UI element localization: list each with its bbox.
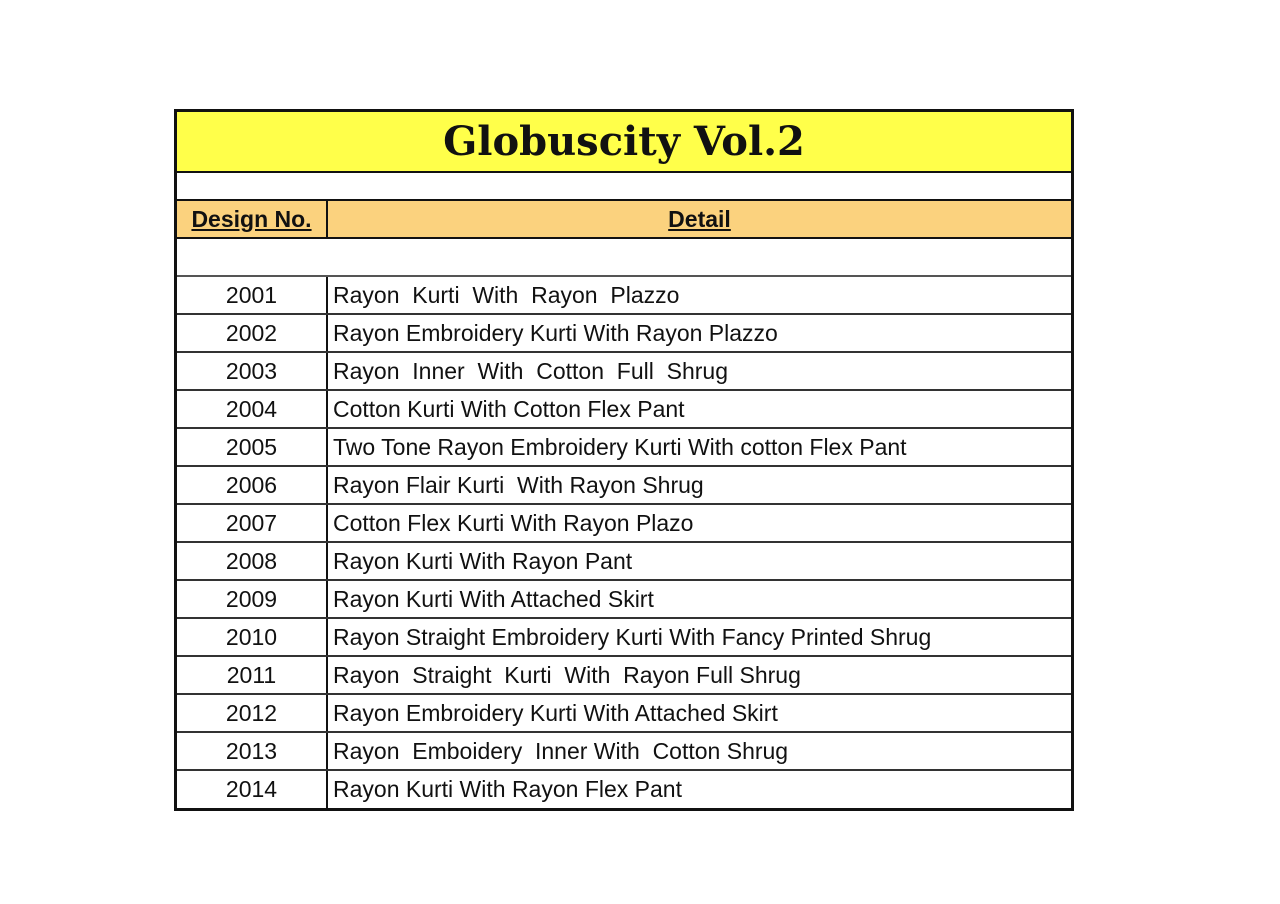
table-row	[177, 619, 1071, 657]
table-row	[177, 733, 1071, 771]
design-no-cell: 2014	[177, 771, 328, 808]
detail-cell: Cotton Kurti With Cotton Flex Pant	[333, 395, 685, 422]
table-row	[177, 543, 1071, 581]
design-no-cell: 2011	[177, 657, 328, 693]
table-row	[177, 391, 1071, 429]
detail-cell: Cotton Flex Kurti With Rayon Plazo	[333, 509, 694, 536]
detail-cell: Rayon Straight Kurti With Rayon Full Shrug	[333, 661, 801, 688]
detail-cell: Rayon Embroidery Kurti With Rayon Plazzo	[333, 319, 778, 346]
table-row	[177, 315, 1071, 353]
detail-cell: Rayon Kurti With Rayon Flex Pant	[333, 776, 682, 802]
detail-cell: Rayon Kurti With Attached Skirt	[333, 585, 654, 612]
table-row	[177, 505, 1071, 543]
table-row	[177, 695, 1071, 733]
detail-cell: Rayon Kurti With Rayon Pant	[333, 547, 633, 574]
design-no-cell: 2010	[177, 619, 328, 655]
table-header	[177, 201, 1071, 239]
design-no-cell: 2006	[177, 467, 328, 503]
header-design-no: Design No.	[177, 201, 328, 237]
design-no-cell: 2007	[177, 505, 328, 541]
catalog-table	[174, 109, 1074, 811]
table-row	[177, 771, 1071, 808]
table-body	[177, 277, 1071, 808]
design-no-cell: 2013	[177, 733, 328, 769]
design-no-cell: 2003	[177, 353, 328, 389]
table-row	[177, 353, 1071, 391]
design-no-cell: 2005	[177, 429, 328, 465]
detail-cell: Rayon Straight Embroidery Kurti With Fancy Printed Shrug	[333, 623, 932, 650]
table-row	[177, 277, 1071, 315]
detail-cell: Two Tone Rayon Embroidery Kurti With cotton Flex Pant	[333, 433, 907, 460]
design-no-cell: 2012	[177, 695, 328, 731]
table-row	[177, 467, 1071, 505]
design-no-cell: 2004	[177, 391, 328, 427]
spacer-row	[177, 239, 1071, 277]
design-no-cell: 2002	[177, 315, 328, 351]
detail-cell: Rayon Flair Kurti With Rayon Shrug	[333, 471, 704, 498]
header-detail: Detail	[668, 205, 731, 232]
table-row	[177, 581, 1071, 619]
detail-cell: Rayon Inner With Cotton Full Shrug	[333, 357, 729, 384]
detail-cell: Rayon Embroidery Kurti With Attached Skirt	[333, 699, 778, 726]
catalog-title: Globuscity Vol.2	[177, 112, 1071, 173]
blank-row	[177, 173, 1071, 201]
table-row	[177, 657, 1071, 695]
design-no-cell: 2008	[177, 543, 328, 579]
table-row	[177, 429, 1071, 467]
design-no-cell: 2009	[177, 581, 328, 617]
detail-cell: Rayon Kurti With Rayon Plazzo	[333, 281, 680, 308]
detail-cell: Rayon Emboidery Inner With Cotton Shrug	[333, 737, 789, 764]
design-no-cell: 2001	[177, 277, 328, 313]
